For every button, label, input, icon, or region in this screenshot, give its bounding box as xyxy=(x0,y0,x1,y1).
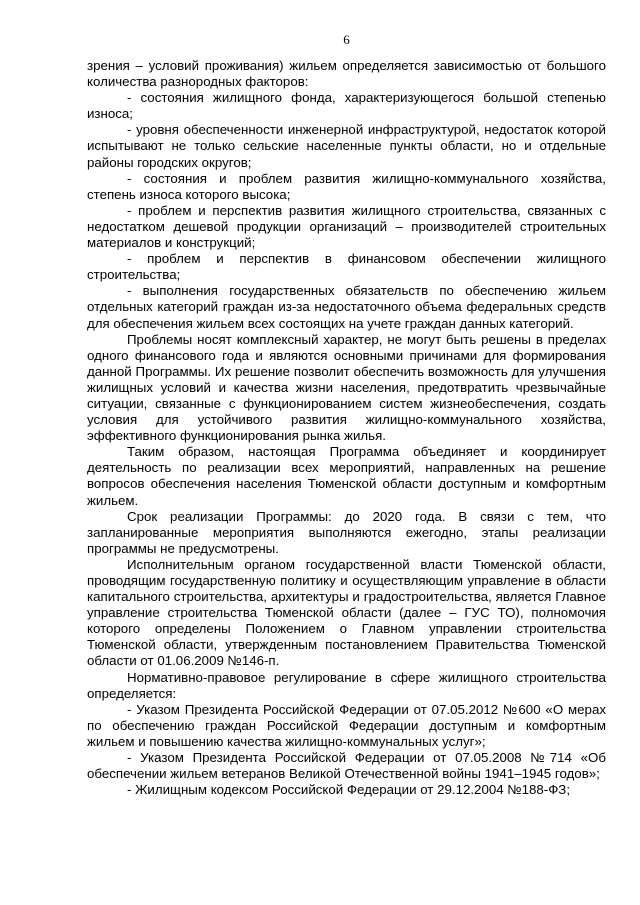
page-number: 6 xyxy=(343,32,350,47)
list-item-decree-714: - Указом Президента Российской Федерации от 07.05.2008 №714 «Об обеспечении жильем ветеранов Великой Отечественной войны 1941–1945 годов»; xyxy=(87,750,606,782)
list-item-utilities: - состояния и проблем развития жилищно-коммунального хозяйства, степень износа которого высока; xyxy=(87,170,606,202)
paragraph-problems: Проблемы носят комплексный характер, не могут быть решены в пределах одного финансового года и являются основными причинами для формирования данной Программы. Их решение позволит обеспечить возможность для улучшения жилищных условий и качества жизни населения, предотвратить чрезвычайные ситуации, связанные с функционированием систем жизнеобеспечения, создать условия для устойчивого развития жилищно-коммунального хозяйства, эффективного функционирования рынка жилья. xyxy=(87,331,606,444)
list-item-decree-600: - Указом Президента Российской Федерации от 07.05.2012 №600 «О мерах по обеспечению граждан Российской Федерации доступным и комфортным жильем и повышению качества жилищно-коммунальных услуг»; xyxy=(87,701,606,749)
list-item-financing: - проблем и перспектив в финансовом обеспечении жилищного строительства; xyxy=(87,251,606,283)
list-item-infrastructure: - уровня обеспеченности инженерной инфраструктурой, недостаток которой испытывают не только сельские населенные пункты области, но и отдельные районы городских округов; xyxy=(87,122,606,170)
document-page xyxy=(87,0,606,905)
list-item-state-obligations: - выполнения государственных обязательств по обеспечению жильем отдельных категорий граждан из-за недостаточного объема федеральных средств для обеспечения жильем всех состоящих на учете граждан данных категорий. xyxy=(87,283,606,331)
document-body xyxy=(87,58,606,798)
paragraph-timeline: Срок реализации Программы: до 2020 года. В связи с тем, что запланированные мероприятия выполняются ежегодно, этапы реализации программы не предусмотрены. xyxy=(87,508,606,556)
paragraph-continuation: зрения – условий проживания) жильем определяется зависимостью от большого количества разнородных факторов: xyxy=(87,58,606,90)
list-item-construction-prospects: - проблем и перспектив развития жилищного строительства, связанных с недостатком дешевой продукции организаций – производителей строительных материалов и конструкций; xyxy=(87,202,606,251)
list-item-housing-code: - Жилищным кодексом Российской Федерации от 29.12.2004 №188-ФЗ; xyxy=(127,782,571,798)
paragraph-program-summary: Таким образом, настоящая Программа объединяет и координирует деятельность по реализации всех мероприятий, направленных на решение вопросов обеспечения населения Тюменской области доступным и комфортным жильем. xyxy=(87,444,606,508)
paragraph-regulation-intro: Нормативно-правовое регулирование в сфере жилищного строительства определяется: xyxy=(87,669,606,701)
list-item-housing-stock: - состояния жилищного фонда, характеризующегося большой степенью износа; xyxy=(87,90,606,122)
paragraph-executive-body: Исполнительным органом государственной власти Тюменской области, проводящим государственную политику и осуществляющим управление в области капитального строительства, архитектуры и градостроительства, является Главное управление строительства Тюменской области (далее – ГУС ТО), полномочия которого определены Положением о Главном управлении строительства Тюменской области, утвержденным постановлением Правительства Тюменской области от 01.06.2009 №146-п. xyxy=(87,556,606,669)
